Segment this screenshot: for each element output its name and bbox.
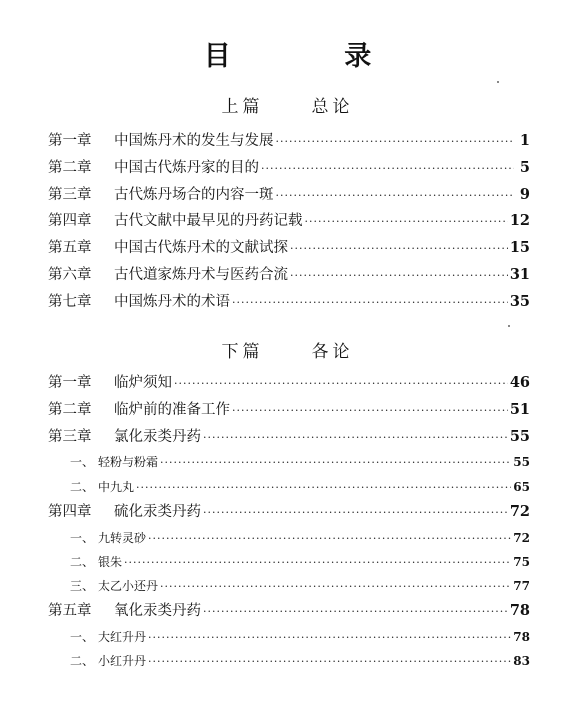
dot-leader [232,290,508,317]
chapter-title: 中国古代炼丹术的文献试探 [114,240,288,257]
page-number: 46 [509,374,530,391]
toc-entry[interactable] [48,155,530,182]
chapter-title: 氯化汞类丹药 [114,428,201,445]
dot-leader [148,650,511,674]
dot-leader [160,575,511,599]
chapter-label: 第二章 [48,159,92,176]
page-number: 55 [513,455,530,470]
section-label: 二、 [70,479,95,494]
page-number: 78 [513,629,530,644]
section-label: 二、 [70,554,95,569]
toc-subentry[interactable] [48,550,530,574]
page-number: 83 [513,654,530,669]
section-label: 一、 [70,629,95,644]
page-number: 1 [519,132,530,149]
toc-subentry[interactable] [48,526,530,550]
toc-entry[interactable] [48,128,530,155]
toc-entry[interactable] [48,598,530,625]
part2-heading [0,337,575,362]
toc-entry[interactable] [48,208,530,235]
chapter-title: 古代炼丹场合的内容一斑 [114,186,274,203]
chapter-label: 第四章 [48,213,92,230]
toc-entry[interactable] [48,182,530,209]
chapter-label: 第二章 [48,401,92,418]
chapter-label: 第七章 [48,293,92,310]
dot-leader [124,551,511,575]
toc-entry[interactable] [48,289,530,316]
part1-heading [0,92,575,117]
dot-leader [203,425,508,452]
toc-subentry[interactable] [48,574,530,598]
chapter-label: 第六章 [48,266,92,283]
chapter-label: 第一章 [48,133,92,149]
section-title: 小红升丹 [98,654,147,669]
chapter-title: 临炉须知 [114,375,172,391]
toc-subentry[interactable] [48,475,530,499]
page-number: 75 [513,554,530,569]
chapter-label: 第三章 [48,428,92,445]
chapter-label: 第五章 [48,240,92,257]
section-label: 一、 [70,530,95,545]
chapter-label: 第一章 [48,375,92,391]
dot-leader [232,398,508,425]
dot-leader [261,156,514,183]
dot-leader [203,599,508,626]
chapter-title: 氧化汞类丹药 [114,603,201,620]
section-title: 太乙小还丹 [98,578,159,593]
chapter-title: 中国古代炼丹家的目的 [114,159,259,176]
chapter-title: 中国炼丹术的术语 [114,293,230,310]
part1-entries [48,128,530,316]
page-number: 12 [509,212,530,230]
page-number: 55 [509,427,530,445]
part1-heading-right: 总论 [311,97,354,117]
page-number: 77 [513,578,530,593]
page-number: 78 [509,602,530,620]
dot-leader [276,129,515,156]
chapter-title: 硫化汞类丹药 [114,503,201,520]
page-number: 51 [509,400,530,418]
toc-subentry[interactable] [48,625,530,649]
toc-entry[interactable] [48,370,530,397]
part2-entries [48,370,530,673]
chapter-title: 临炉前的准备工作 [114,401,230,418]
dot-leader [148,626,511,650]
page-number: 72 [513,530,530,545]
scan-speck [508,325,510,327]
page-title: 目 录 [203,41,424,72]
dot-leader [276,183,515,210]
dot-leader [305,209,508,236]
section-title: 银朱 [98,554,123,569]
page-number: 72 [509,502,530,520]
section-label: 一、 [70,455,95,470]
chapter-label: 第三章 [48,186,92,203]
toc-subentry[interactable] [48,450,530,474]
dot-leader [160,451,511,475]
toc-entry[interactable] [48,235,530,262]
dot-leader [290,263,508,290]
section-title: 大红升丹 [98,629,147,644]
page-number: 31 [509,265,530,283]
toc-entry[interactable] [48,499,530,526]
part2-heading-right: 各论 [311,342,354,362]
dot-leader [136,476,511,500]
section-title: 九转灵砂 [98,530,147,545]
chapter-label: 第四章 [48,503,92,520]
toc-subentry[interactable] [48,649,530,673]
page-number: 15 [509,239,530,257]
chapter-title: 古代道家炼丹术与医药合流 [114,266,288,283]
dot-leader [290,236,508,263]
section-title: 中九丸 [98,479,135,494]
section-title: 轻粉与粉霜 [98,455,159,470]
page-number: 9 [519,185,530,203]
scan-speck [497,81,499,83]
toc-entry[interactable] [48,424,530,451]
chapter-title: 中国炼丹术的发生与发展 [114,133,274,149]
dot-leader [148,527,511,551]
toc-entry[interactable] [48,262,530,289]
dot-leader [203,500,508,527]
page-number: 35 [509,292,530,310]
chapter-title: 古代文献中最早见的丹药记载 [114,213,303,230]
part1-heading-left: 上篇 [221,97,264,117]
dot-leader [174,371,508,398]
page-number: 65 [513,479,530,494]
toc-entry[interactable] [48,397,530,424]
section-label: 二、 [70,654,95,669]
section-label: 三、 [70,578,95,593]
page-number: 5 [519,158,530,176]
part2-heading-left: 下篇 [221,342,264,362]
chapter-label: 第五章 [48,603,92,620]
